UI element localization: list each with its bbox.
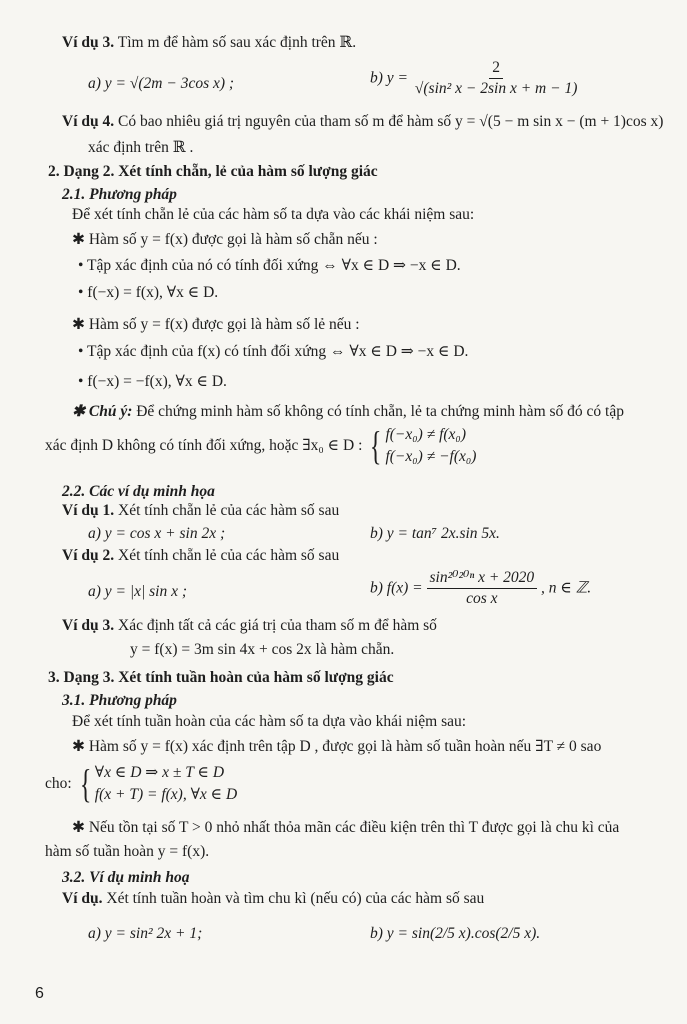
s2-example-1-part-a: a) y = cos x + sin 2x ; — [88, 525, 226, 542]
example-4-text: Có bao nhiêu giá trị nguyên của tham số m để hàm số y = √(5 − m sin x − (m + 1)cos x) — [118, 113, 664, 130]
even-condition-1: • Tập xác định của nó có tính đối xứng ⇔ ∀x ∈ D ⇒ −x ∈ D. — [78, 257, 461, 274]
page-number: 6 — [35, 985, 44, 1002]
s3-example-part-b: b) y = sin(2/5 x).cos(2/5 x). — [370, 925, 541, 942]
s2-example-2-b-fraction — [427, 568, 538, 609]
s2-example-2-b-denominator: cos x — [466, 590, 498, 607]
s2-example-2-b-rhs: , n ∈ ℤ. — [541, 579, 592, 597]
s2-example-2-title: Ví dụ 2. — [62, 547, 115, 564]
even-condition-2: • f(−x) = f(x), ∀x ∈ D. — [78, 284, 219, 301]
periodic-conditions — [45, 762, 237, 806]
section-2-1-title: 2.1. Phương pháp — [62, 186, 177, 203]
example-3-part-a: a) y = √(2m − 3cos x) ; — [88, 75, 235, 92]
example-4-text-cont: xác định trên ℝ . — [88, 139, 194, 156]
s3-example-text: Xét tính tuần hoàn và tìm chu kì (nếu có) của các hàm số sau — [106, 890, 485, 907]
left-brace: { — [370, 423, 382, 468]
note-case-1: f(−x₀) ≠ f(x₀) — [385, 426, 466, 443]
s2-example-3-text-cont: y = f(x) = 3m sin 4x + cos 2x là hàm chẵn. — [130, 641, 395, 658]
left-brace: { — [79, 761, 91, 806]
s2-example-2-text: Xét tính chẵn lẻ của các hàm số sau — [118, 547, 340, 564]
even-definition: ✱ Hàm số y = f(x) được gọi là hàm số chẵn nếu : — [72, 231, 378, 248]
s2-example-1 — [62, 501, 339, 521]
s2-example-2-b-lhs: b) f(x) = — [370, 579, 423, 597]
periodic-definition: ✱ Hàm số y = f(x) xác định trên tập D , được gọi là hàm số tuần hoàn nếu ∃T ≠ 0 sao — [72, 738, 602, 755]
s2-example-3 — [62, 616, 437, 636]
example-3-title: Ví dụ 3. — [62, 34, 115, 51]
example-3-part-b — [370, 58, 580, 99]
example-3-text: Tìm m để hàm số sau xác định trên ℝ. — [117, 34, 357, 51]
periodic-note: ✱ Nếu tồn tại số T > 0 nhỏ nhất thỏa mãn các điều kiện trên thì T được gọi là chu kì của — [72, 819, 620, 836]
note-label: ✱ Chú ý: — [72, 403, 133, 420]
odd-definition: ✱ Hàm số y = f(x) được gọi là hàm số lẻ nếu : — [72, 316, 360, 333]
example-4 — [62, 112, 663, 132]
example-3-b-numerator: 2 — [489, 58, 503, 79]
example-3-b-denominator: √(sin² x − 2sin x + m − 1) — [414, 80, 578, 97]
s2-example-2-part-b — [370, 568, 591, 609]
section-3-1-title: 3.1. Phương pháp — [62, 692, 177, 709]
s2-example-2-part-a: a) y = |x| sin x ; — [88, 583, 188, 600]
s2-example-2 — [62, 546, 339, 566]
note-text-cont: xác định D không có tính đối xứng, hoặc ∃x₀ ∈ D : — [45, 437, 363, 454]
s2-example-3-text: Xác định tất cả các giá trị của tham số m để hàm số — [118, 617, 437, 634]
s2-example-3-title: Ví dụ 3. — [62, 617, 115, 634]
section-2-1-intro: Để xét tính chẵn lẻ của các hàm số ta dựa vào các khái niệm sau: — [72, 206, 475, 223]
periodic-case-1: ∀x ∈ D ⇒ x ± T ∈ D — [94, 764, 225, 781]
s2-example-1-text: Xét tính chẵn lẻ của các hàm số sau — [118, 502, 340, 519]
note-cont — [45, 424, 476, 468]
periodic-for-label: cho: — [45, 775, 72, 792]
example-3-b-lhs: b) y = — [370, 69, 409, 87]
section-3-title: 3. Dạng 3. Xét tính tuần hoàn của hàm số lượng giác — [48, 669, 394, 686]
section-2-title: 2. Dạng 2. Xét tính chẵn, lẻ của hàm số lượng giác — [48, 163, 378, 180]
periodic-cases — [76, 762, 238, 806]
odd-condition-2: • f(−x) = −f(x), ∀x ∈ D. — [78, 373, 227, 390]
example-3-b-fraction — [412, 58, 581, 99]
s3-example-part-a: a) y = sin² 2x + 1; — [88, 925, 203, 942]
note-text: Để chứng minh hàm số không có tính chẵn, lẻ ta chứng minh hàm số đó có tập — [136, 403, 624, 420]
s2-example-2-b-numerator: sin²⁰²⁰ⁿ x + 2020 — [427, 568, 538, 589]
periodic-note-cont: hàm số tuần hoàn y = f(x). — [45, 843, 210, 860]
periodic-case-2: f(x + T) = f(x), ∀x ∈ D — [94, 786, 238, 803]
odd-condition-1: • Tập xác định của f(x) có tính đối xứng ⇔ ∀x ∈ D ⇒ −x ∈ D. — [78, 343, 469, 360]
note-cases — [366, 424, 476, 468]
example-4-title: Ví dụ 4. — [62, 113, 115, 130]
s2-example-1-title: Ví dụ 1. — [62, 502, 115, 519]
section-3-1-intro: Để xét tính tuần hoàn của các hàm số ta dựa vào khái niệm sau: — [72, 713, 467, 730]
section-2-2-title: 2.2. Các ví dụ minh họa — [62, 483, 215, 500]
section-3-2-title: 3.2. Ví dụ minh hoạ — [62, 869, 190, 886]
example-3 — [62, 33, 356, 53]
s3-example-title: Ví dụ. — [62, 890, 103, 907]
note-case-2: f(−x₀) ≠ −f(x₀) — [385, 448, 477, 465]
note — [72, 402, 624, 422]
s3-example — [62, 889, 484, 909]
s2-example-1-part-b: b) y = tan⁷ 2x.sin 5x. — [370, 525, 500, 542]
